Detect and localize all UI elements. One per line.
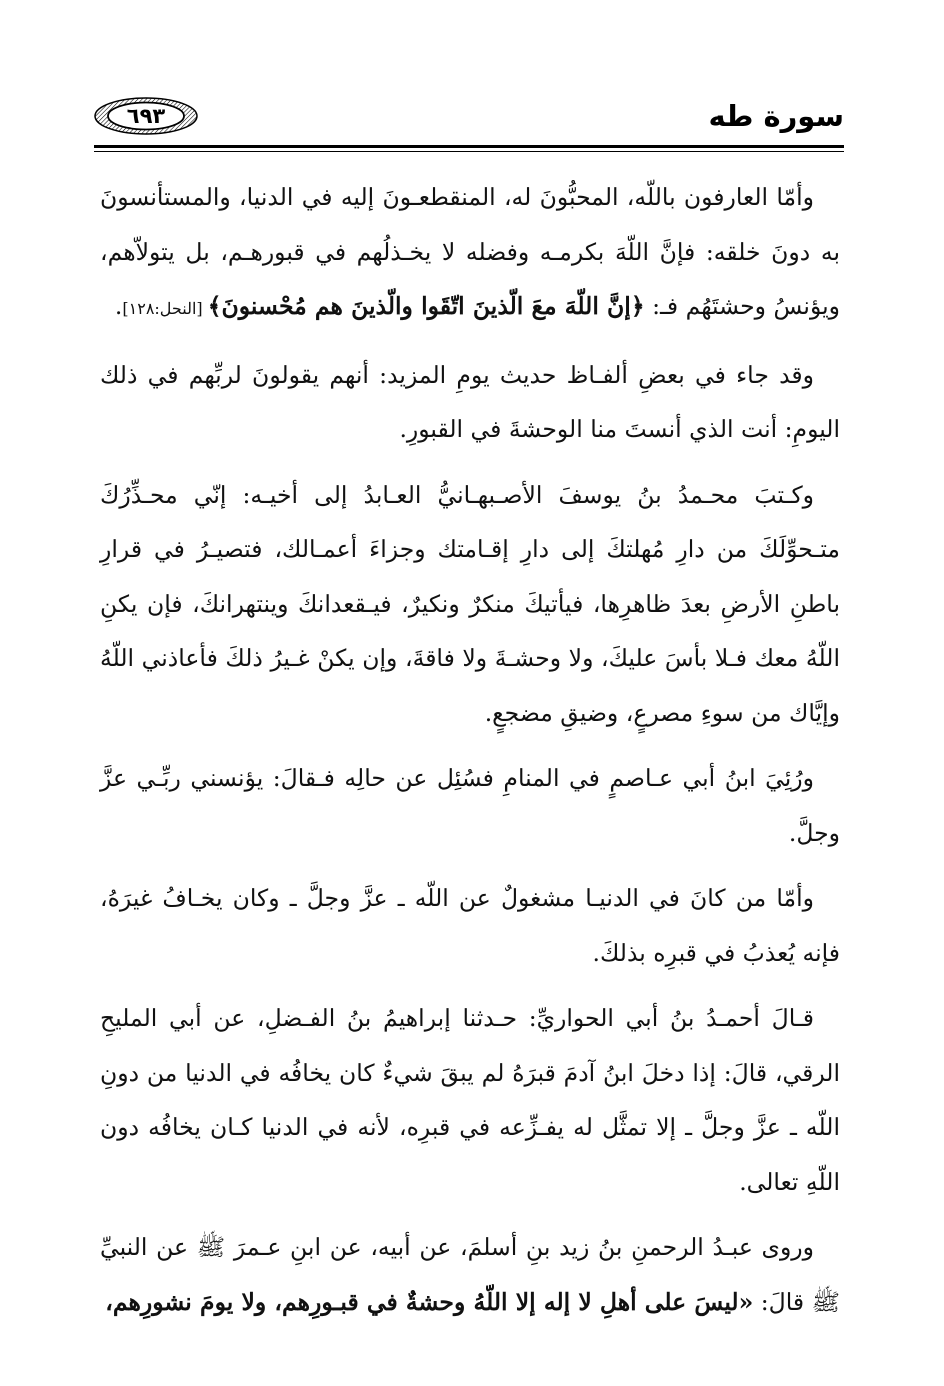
verse-citation: [النحل:١٢٨] bbox=[122, 299, 208, 318]
surah-title: سورة طه bbox=[708, 99, 844, 133]
header-rule-thin bbox=[94, 151, 844, 152]
paragraph-2: وقد جاء في بعضِ ألفـاظ حديث يومِ المزيد: أنهم يقولونَ لربِّهم في ذلك اليومِ: أنت الذي أنستَ منا الوحشةَ في القبورِ. bbox=[100, 360, 840, 443]
paragraph-1-text: وأمّا العارفون باللّه، المحبُّونَ له، المنقطعـونَ إليه في الدنيا، والمستأنسونَ به دونَ خلقه: فإنَّ اللّهَ بكرمـه وفضله لا يخـذلُهم في قبورهـم، بل يتولاّهم، ويؤنسُ وحشتَهُم فـ: bbox=[100, 183, 840, 320]
page-number: ٦٩٣ bbox=[126, 104, 166, 128]
paragraph-7 bbox=[100, 1220, 840, 1329]
page-number-badge bbox=[94, 96, 198, 136]
paragraph-6: قـالَ أحمـدُ بنُ أبي الحواريِّ: حـدثنا إبراهيمُ بنُ الفـضلِ، عن أبي المليحِ الرقي، قالَ: إذا دخلَ ابنُ آدمَ قبرَهُ لم يبقَ شيءٌ كان يخافُه في الدنيا من دونِ اللّه ـ عزَّ وجلَّ ـ إلا تمثَّل له يفـزِّعه في قبرِه، لأنه في الدنيا كـان يخافُه دون اللّهِ تعالى. bbox=[100, 1004, 840, 1196]
hadith-quote: «ليسَ على أهلِ لا إله إلا اللّهُ وحشةٌ في قبـورِهم، ولا يومَ نشورِهم، bbox=[105, 1287, 754, 1316]
paragraph-3: وكـتبَ محـمدُ بنُ يوسفَ الأصـبهـانيُّ العـابدُ إلى أخيـه: إنّي محـذِّرُكَ متـحوِّلَكَ من دارِ مُهلتكَ إلى دارِ إقـامتك وجزاءَ أعمـالك، فتصيـرُ في قرارِ باطنِ الأرضِ بعدَ ظاهرِها، فيأتيكَ منكرٌ ونكيرٌ، فيـقعدانكَ وينتهرانكَ، فإن يكنِ اللّهُ معك فـلا بأسَ عليكَ، ولا وحشـةَ ولا فاقةَ، وإن يكنْ غـيرُ ذلكَ فأعاذني اللّهُ وإيَّاك من سوءِ مصرعٍ، وضيقِ مضجعٍ. bbox=[100, 480, 840, 727]
paragraph-1 bbox=[100, 170, 840, 337]
paragraph-7-text: وروى عبـدُ الرحمنِ بنُ زيد بنِ أسلمَ، عن أبيه، عن ابنِ عـمرَ ﷺ عن النبيِّ ﷺ قالَ: bbox=[100, 1233, 840, 1316]
body-text bbox=[100, 170, 840, 1340]
page-header bbox=[94, 92, 844, 152]
header-rule-thick bbox=[94, 145, 844, 148]
paragraph-4: ورُئِيَ ابنُ أبي عـاصمٍ في المنامِ فسُئِل عن حالِه فـقالَ: يؤنسني ربِّـي عزَّ وجلَّ. bbox=[100, 764, 840, 847]
paragraph-1-end: . bbox=[114, 292, 123, 320]
quran-verse: ﴿إنَّ اللّهَ معَ الّذينَ اتّقَوا والّذينَ هم مُحْسنونَ﴾ bbox=[207, 292, 645, 320]
paragraph-5: وأمّا من كانَ في الدنيـا مشغولٌ عن اللّه ـ عزَّ وجلَّ ـ وكان يخـافُ غيرَهُ، فإنه يُعذبُ في قبرِه بذلكَ. bbox=[100, 884, 840, 967]
